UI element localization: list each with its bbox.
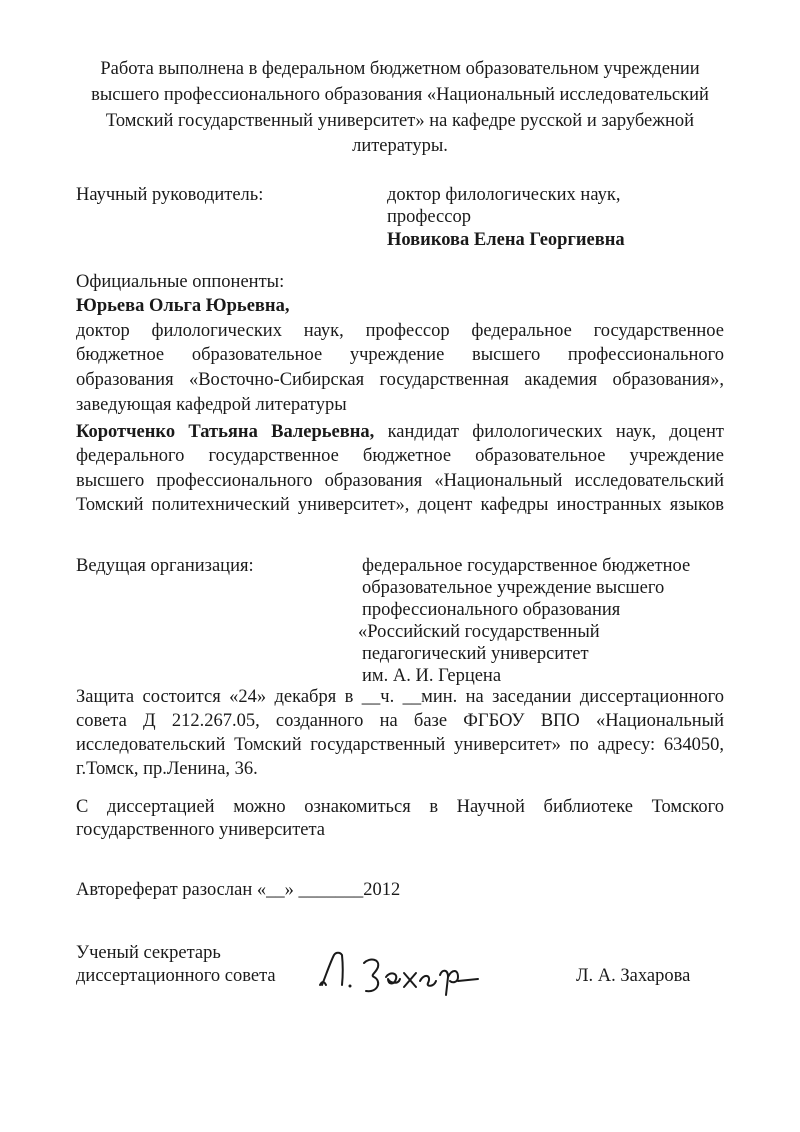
defense-line-3: исследовательский Томский государственный университет» по адресу: 634050, — [76, 735, 724, 755]
secretary-name: Л. А. Захарова — [576, 966, 691, 986]
leading-org-line-5: педагогический университет — [362, 644, 589, 664]
defense-line-1: Защита состоится «24» декабря в __ч. __мин. на заседании диссертационного — [76, 687, 724, 707]
leading-org-line-6: им. А. И. Герцена — [362, 666, 502, 686]
defense-line-2: совета Д 212.267.05, созданного на базе ФГБОУ ВПО «Национальный — [76, 711, 724, 731]
leading-org-line-4: «Российский государственный — [358, 622, 600, 642]
header-line-4: литературы. — [352, 136, 448, 156]
signature-drawing — [312, 945, 482, 997]
opponents-label: Официальные оппоненты: — [76, 272, 285, 292]
abstract-sent-line: Автореферат разослан «__» _______2012 — [76, 880, 401, 900]
opponent-2-line-1: федерального государственное бюджетное образовательное учреждение — [76, 446, 724, 466]
opponent-2-first-line-rest: кандидат филологических наук, доцент — [387, 422, 725, 442]
header-line-2: высшего профессионального образования «Национальный исследовательский — [91, 85, 709, 105]
secretary-title-1: Ученый секретарь — [76, 943, 221, 963]
leading-org-line-3: профессионального образования — [362, 600, 621, 620]
opponent-1-name: Юрьева Ольга Юрьевна, — [76, 296, 290, 316]
supervisor-label: Научный руководитель: — [76, 185, 264, 205]
secretary-title-2: диссертационного совета — [76, 966, 276, 986]
handwritten-signature — [312, 945, 482, 997]
opponent-2-name: Коротченко Татьяна Валерьевна, — [76, 422, 375, 442]
leading-org-line-2: образовательное учреждение высшего — [362, 578, 665, 598]
leading-org-line-1: федеральное государственное бюджетное — [362, 556, 691, 576]
library-line-2: государственного университета — [76, 820, 326, 840]
opponent-2-line-2: высшего профессионального образования «Национальный исследовательский — [76, 471, 724, 491]
header-line-3: Томский государственный университет» на кафедре русской и зарубежной — [105, 111, 695, 131]
supervisor-title: профессор — [387, 207, 471, 227]
opponent-2-line-3: Томский политехнический университет», доцент кафедры иностранных языков — [76, 495, 724, 515]
library-line-1: С диссертацией можно ознакомиться в Научной библиотеке Томского — [76, 797, 724, 817]
opponent-1-line-1: доктор филологических наук, профессор федеральное государственное — [76, 321, 724, 341]
opponent-1-line-2: бюджетное образовательное учреждение высшего профессионального — [76, 345, 724, 365]
header-line-1: Работа выполнена в федеральном бюджетном образовательном учреждении — [100, 59, 700, 79]
opponent-1-line-3: образования «Восточно-Сибирская государственная академия образования», — [76, 370, 724, 390]
leading-org-label: Ведущая организация: — [76, 556, 254, 576]
supervisor-degree: доктор филологических наук, — [387, 185, 621, 205]
opponent-2-first-line — [76, 421, 724, 443]
opponent-1-line-4: заведующая кафедрой литературы — [76, 395, 347, 415]
defense-line-4: г.Томск, пр.Ленина, 36. — [76, 759, 258, 779]
supervisor-name: Новикова Елена Георгиевна — [387, 230, 625, 250]
